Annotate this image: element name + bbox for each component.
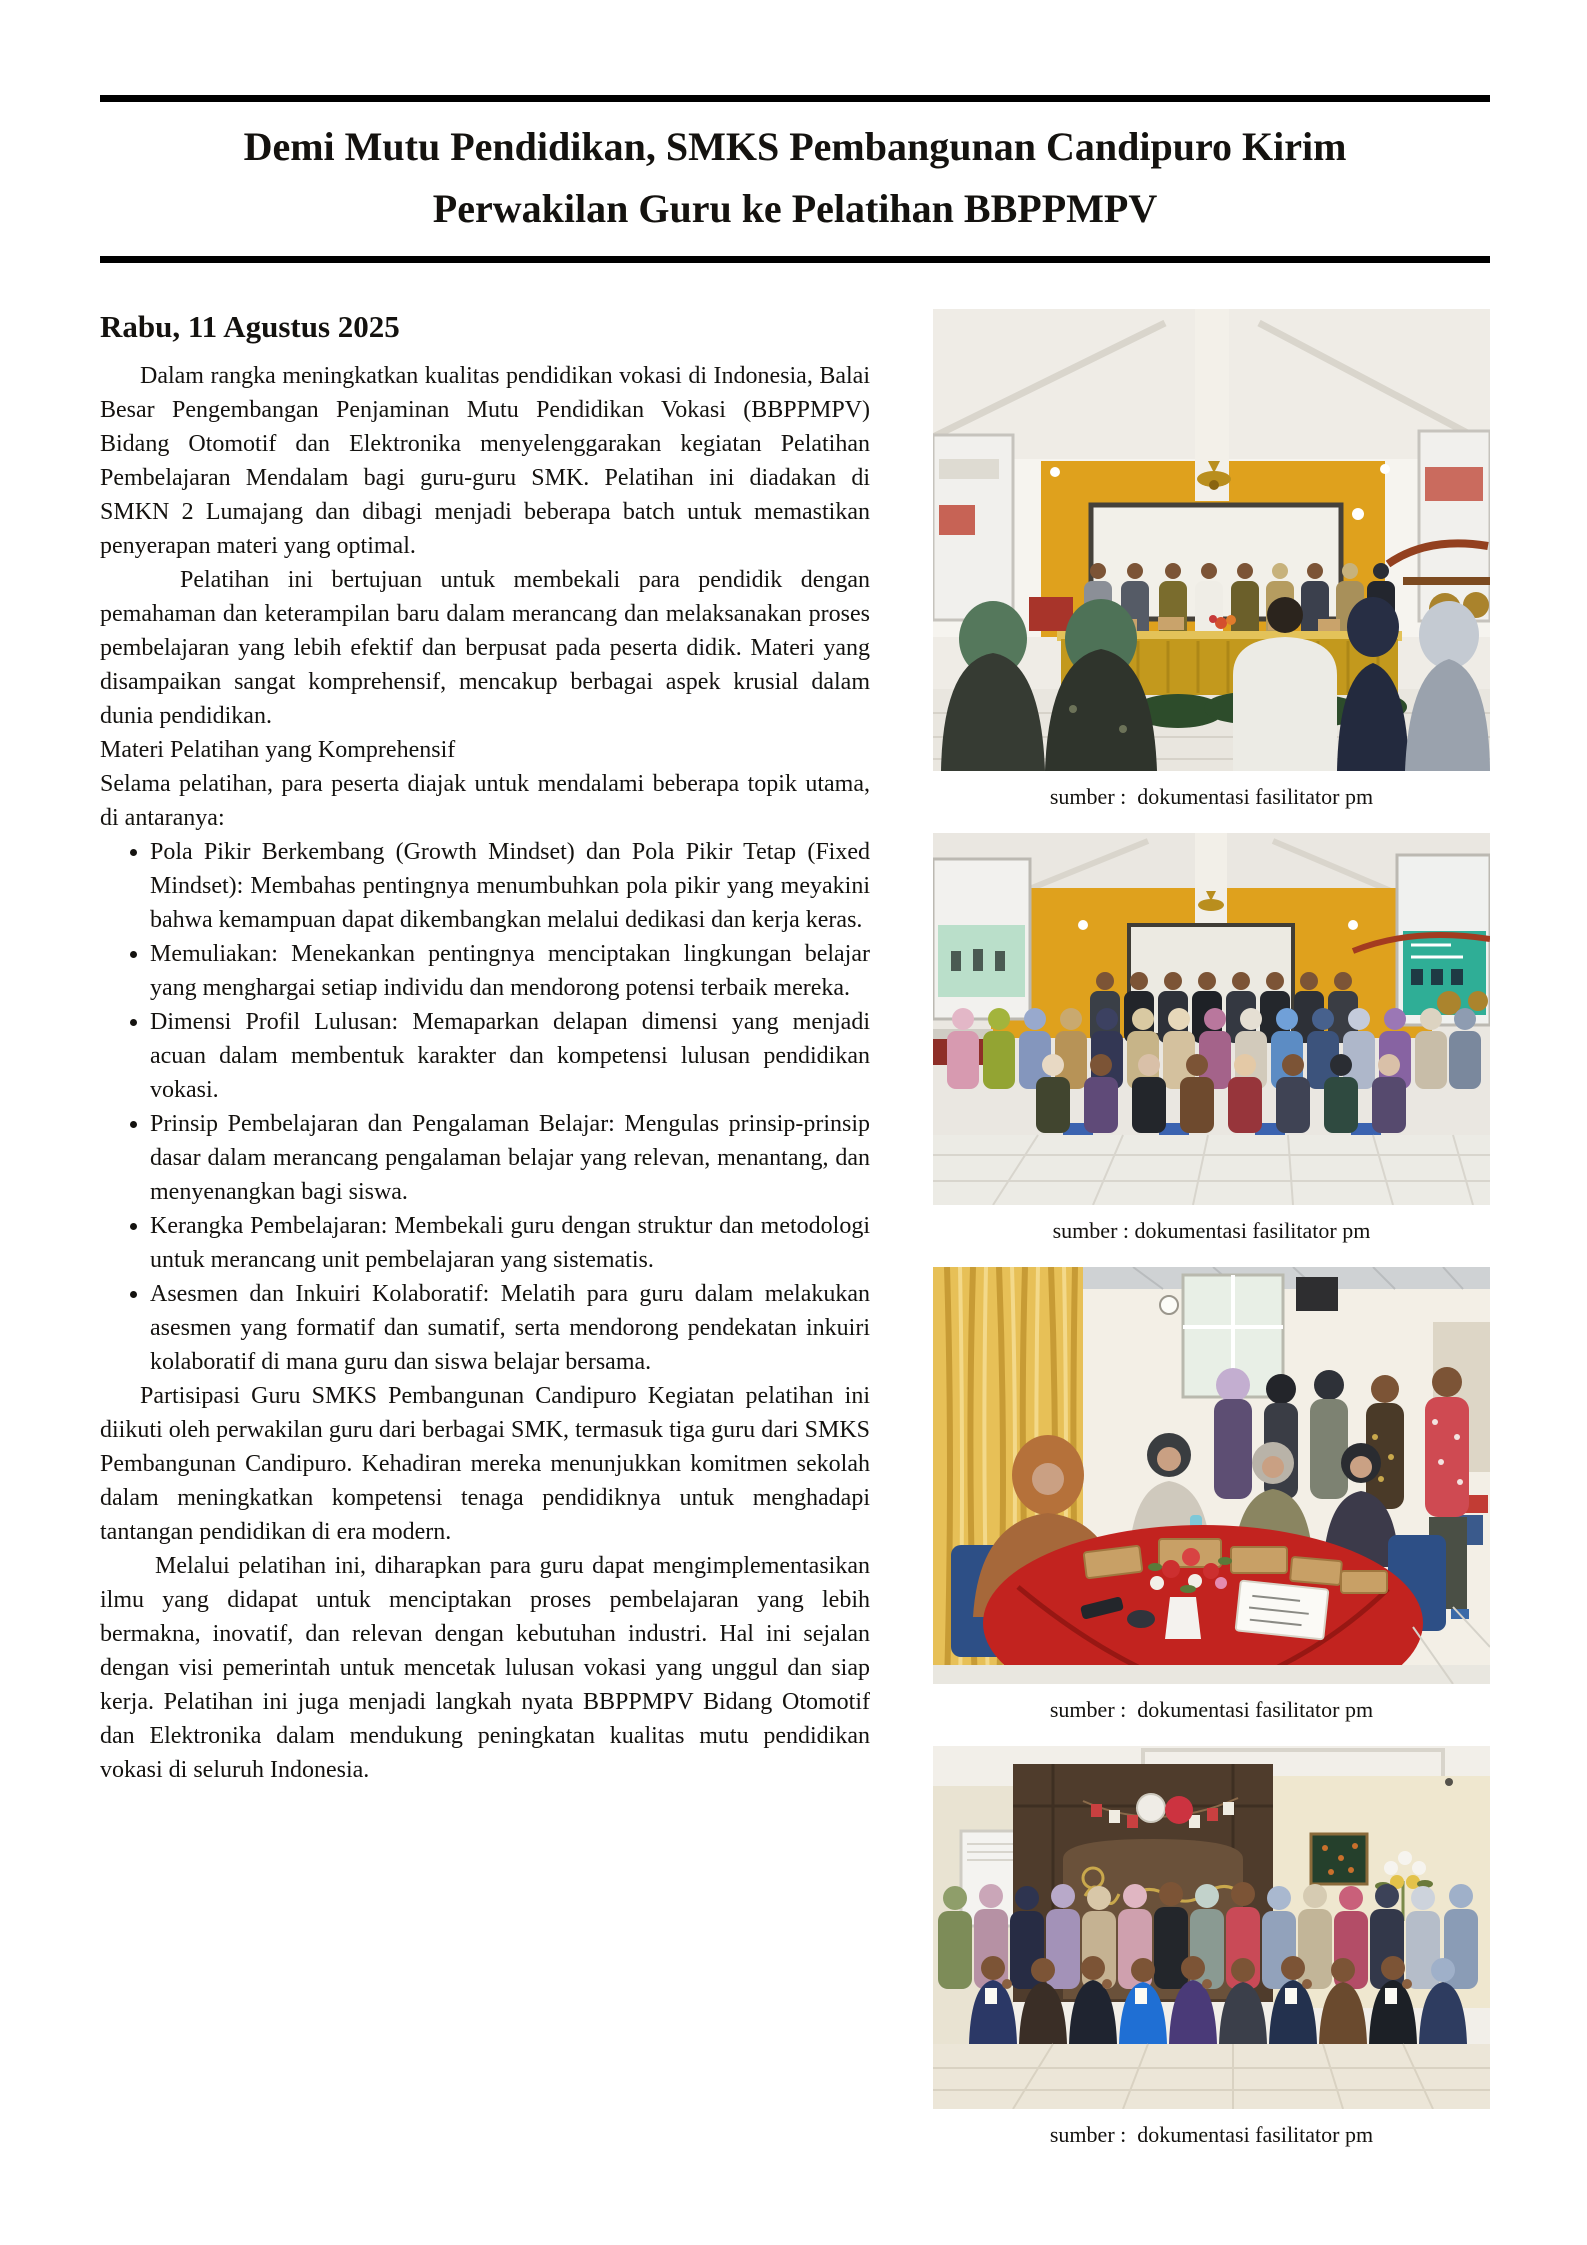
paragraph-intro: Dalam rangka meningkatkan kualitas pendidikan vokasi di Indonesia, Balai Besar Pengembangan Penjaminan Mutu Pendidikan Vokasi (BBPPMPV) Bidang Otomotif dan Elektronika menyelenggarakan kegiatan Pelatihan Pembelajaran Mendalam bagi guru-guru SMK. Pelatihan ini diadakan di SMKN 2 Lumajang dan dibagi menjadi beberapa batch untuk memastikan penyerapan materi yang optimal.: [100, 363, 870, 559]
photo-figure-red-table: [933, 1267, 1490, 1724]
photo-caption-2: sumber : dokumentasi fasilitator pm: [1052, 1218, 1371, 1243]
photo-hotel-group: [933, 1746, 1490, 2109]
topic-list: [100, 835, 870, 1379]
topic-item-memuliakan: • Memuliakan: Menekankan pentingnya menciptakan lingkungan belajar yang menghargai setiap individu dan mendorong potensi terbaik mereka.: [150, 937, 870, 1005]
photo-red-table-group: [933, 1267, 1490, 1684]
article-date: Rabu, 11 Agustus 2025: [100, 309, 400, 344]
photo-figure-hotel-group: [933, 1746, 1490, 2149]
topic-item-kerangka: • Kerangka Pembelajaran: Membekali guru dengan struktur dan metodologi untuk merancang unit pembelajaran yang sistematis.: [150, 1209, 870, 1277]
title-bottom-rule: [100, 256, 1490, 263]
photo-figure-group-hall: [933, 833, 1490, 1245]
page-title: Demi Mutu Pendidikan, SMKS Pembangunan Candipuro Kirim Perwakilan Guru ke Pelatihan BBPPMPV: [243, 124, 1347, 231]
article-text-column: [100, 309, 870, 2171]
photo-figure-opening-ceremony: [933, 309, 1490, 811]
topic-item-dimensi-profil: • Dimensi Profil Lulusan: Memaparkan delapan dimensi yang menjadi acuan dalam membentuk karakter dan kompetensi lulusan pendidikan vokasi.: [150, 1005, 870, 1107]
photo-column: [933, 309, 1490, 2171]
top-rule: [100, 95, 1490, 102]
paragraph-partisipasi: Partisipasi Guru SMKS Pembangunan Candipuro Kegiatan pelatihan ini diikuti oleh perwakilan guru dari berbagai SMK, termasuk tiga guru dari SMKS Pembangunan Candipuro. Kehadiran mereka menunjukkan komitmen sekolah dalam meningkatkan kompetensi tenaga pendidiknya untuk menghadapi tantangan pendidikan di era modern.: [100, 1383, 870, 1545]
paragraph-harapan: Melalui pelatihan ini, diharapkan para guru dapat mengimplementasikan ilmu yang didapat untuk menciptakan proses pembelajaran yang lebih bermakna, inovatif, dan relevan dengan kebutuhan industri. Hal ini sejalan dengan visi pemerintah untuk mencetak lulusan vokasi yang unggul dan siap kerja. Pelatihan ini juga menjadi langkah nyata BBPPMPV Bidang Otomotif dan Elektronika dalam mendukung peningkatan kualitas mutu pendidikan vokasi di seluruh Indonesia.: [100, 1553, 870, 1783]
photo-group-hall: [933, 833, 1490, 1205]
article-body: [100, 309, 1490, 2171]
subheading-materi: Materi Pelatihan yang Komprehensif: [100, 737, 456, 763]
crowd-middle-row: [947, 1008, 1481, 1089]
list-intro: Selama pelatihan, para peserta diajak untuk mendalami beberapa topik utama, di antaranya:: [100, 771, 870, 831]
paragraph-goal: Pelatihan ini bertujuan untuk membekali para pendidik dengan pemahaman dan keterampilan baru dalam merancang dan melaksanakan proses pembelajaran yang lebih efektif dan berpusat pada peserta didik. Materi yang disampaikan sangat komprehensif, mencakup berbagai aspek krusial dalam dunia pendidikan.: [100, 567, 870, 729]
photo-caption-3: sumber : dokumentasi fasilitator pm: [1049, 1697, 1374, 1722]
topic-item-growth-mindset: • Pola Pikir Berkembang (Growth Mindset) dan Pola Pikir Tetap (Fixed Mindset): Membahas pentingnya menumbuhkan pola pikir yang meyakini bahwa kemampuan dapat dikembangkan melalui dedikasi dan kerja keras.: [150, 835, 870, 937]
photo-caption-1: sumber : dokumentasi fasilitator pm: [1049, 784, 1374, 809]
photo-caption-4: sumber : dokumentasi fasilitator pm: [1049, 2122, 1374, 2147]
photo-opening-ceremony: [933, 309, 1490, 771]
topic-item-prinsip-pembelajaran: • Prinsip Pembelajaran dan Pengalaman Belajar: Mengulas prinsip-prinsip dasar dalam merancang pengalaman belajar yang relevan, menantang, dan menyenangkan bagi siswa.: [150, 1107, 870, 1209]
topic-item-asesmen: • Asesmen dan Inkuiri Kolaboratif: Melatih para guru dalam melakukan asesmen yang formatif dan sumatif, serta mendorong pendekatan inkuiri kolaboratif di mana guru dan siswa belajar bersama.: [150, 1277, 870, 1379]
